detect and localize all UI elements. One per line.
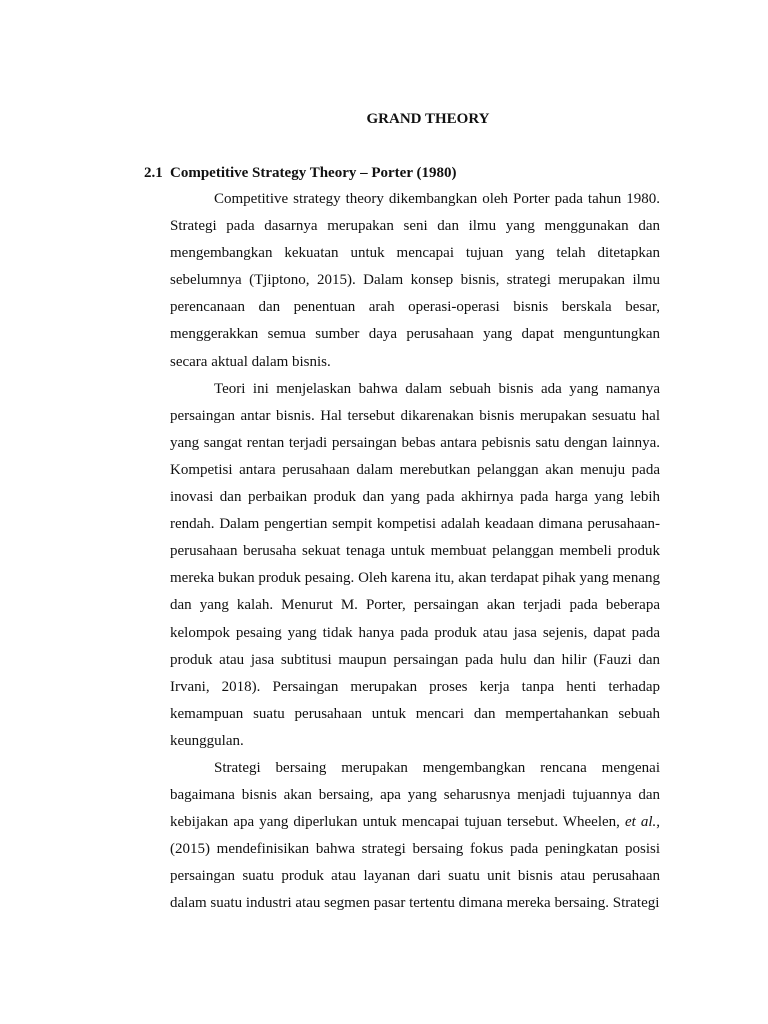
section-number: 2.1 xyxy=(144,165,163,181)
page-title: GRAND THEORY xyxy=(366,111,490,127)
paragraph-3-italic: et al. xyxy=(624,814,657,831)
paragraph-3-text-a: Strategi bersaing merupakan mengembangkan rencana mengenai bagaimana bisnis akan bersaing, apa yang seharusnya menjadi tujuannya dan kebijakan apa yang diperlukan untuk mencapai tujuan tersebut. Wheelen, xyxy=(170,759,660,831)
paragraph-3-text-b: , (2015) mendefinisikan bahwa strategi bersaing fokus pada peningkatan posisi persaingan suatu produk atau layanan dari suatu unit bisnis atau perusahaan dalam suatu industri atau segmen pasar tertentu dimana mereka bersaing. Strategi xyxy=(170,814,660,912)
section-body xyxy=(144,186,660,918)
paragraph-1: Competitive strategy theory dikembangkan oleh Porter pada tahun 1980. Strategi pada dasarnya merupakan seni dan ilmu yang menggunakan dan mengembangkan kekuatan untuk mencapai tujuan yang telah ditetapkan sebelumnya (Tjiptono, 2015). Dalam konsep bisnis, strategi merupakan ilmu perencanaan dan penentuan arah operasi-operasi bisnis berskala besar, menggerakkan semua sumber daya perusahaan yang dapat menguntungkan secara aktual dalam bisnis. xyxy=(170,191,660,370)
section-heading xyxy=(144,160,660,186)
section-title: Competitive Strategy Theory – Porter (1980) xyxy=(170,165,457,181)
paragraph-2: Teori ini menjelaskan bahwa dalam sebuah bisnis ada yang namanya persaingan antar bisnis. Hal tersebut dikarenakan bisnis merupakan sesuatu hal yang sangat rentan terjadi persaingan bebas antara pebisnis satu dengan lainnya. Kompetisi antara perusahaan dalam merebutkan pelanggan akan menuju pada inovasi dan perbaikan produk dan yang pada akhirnya pada harga yang lebih rendah. Dalam pengertian sempit kompetisi adalah keadaan dimana perusahaan-perusahaan berusaha sekuat tenaga untuk membuat pelanggan membeli produk mereka bukan produk pesaing. Oleh karena itu, akan terdapat pihak yang menang dan yang kalah. Menurut M. Porter, persaingan akan terjadi pada beberapa kelompok pesaing yang tidak hanya pada produk atau jasa sejenis, dapat pada produk atau jasa subtitusi maupun persaingan pada hulu dan hilir (Fauzi dan Irvani, 2018). Persaingan merupakan proses kerja tanpa henti terhadap kemampuan suatu perusahaan untuk mencari dan mempertahankan sebuah keunggulan. xyxy=(170,380,660,749)
paragraph-3 xyxy=(170,755,660,918)
